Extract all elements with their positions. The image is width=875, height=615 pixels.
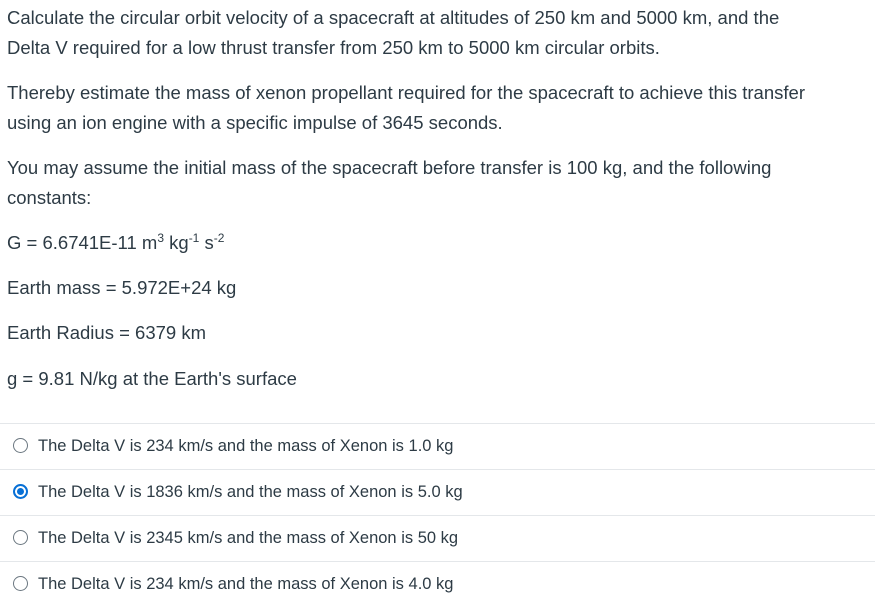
question-line: Thereby estimate the mass of xenon propellant required for the spacecraft to achieve this transfer: [7, 82, 805, 103]
question-paragraph-1: [7, 3, 867, 63]
constant-earth-mass: Earth mass = 5.972E+24 kg: [7, 277, 237, 298]
constant-g-prefix: G = 6.6741E-11 m: [7, 232, 158, 253]
m-exponent: 3: [157, 231, 164, 245]
question-line: You may assume the initial mass of the spacecraft before transfer is 100 kg, and the following: [7, 157, 772, 178]
answer-list: [0, 423, 875, 607]
answer-label: The Delta V is 2345 km/s and the mass of Xenon is 50 kg: [38, 529, 459, 547]
answer-label: The Delta V is 1836 km/s and the mass of Xenon is 5.0 kg: [38, 483, 463, 501]
question-line: Calculate the circular orbit velocity of a spacecraft at altitudes of 250 km and 5000 km, and the: [7, 7, 780, 28]
radio-button[interactable]: [13, 438, 28, 453]
question-line: Delta V required for a low thrust transfer from 250 km to 5000 km circular orbits.: [7, 37, 660, 58]
constant-surface-gravity: g = 9.81 N/kg at the Earth's surface: [7, 368, 297, 389]
radio-button[interactable]: [13, 484, 28, 499]
answer-option-3[interactable]: [0, 515, 875, 561]
answer-label: The Delta V is 234 km/s and the mass of Xenon is 1.0 kg: [38, 437, 454, 455]
kg-exponent: -1: [188, 231, 200, 245]
constant-g-kg: kg: [164, 232, 189, 253]
question-paragraph-3: [7, 153, 867, 213]
answer-option-1[interactable]: [0, 423, 875, 469]
question-paragraph-2: [7, 78, 867, 138]
answer-option-2[interactable]: [0, 469, 875, 515]
radio-button[interactable]: [13, 530, 28, 545]
constant-gravitational: [7, 228, 867, 258]
s-exponent: -2: [213, 231, 225, 245]
radio-button[interactable]: [13, 576, 28, 591]
question-line: constants:: [7, 187, 92, 208]
question-line: using an ion engine with a specific impulse of 3645 seconds.: [7, 112, 503, 133]
constant-g-s: s: [199, 232, 214, 253]
answer-option-4[interactable]: [0, 561, 875, 607]
constant-earth-radius: Earth Radius = 6379 km: [7, 322, 206, 343]
answer-label: The Delta V is 234 km/s and the mass of Xenon is 4.0 kg: [38, 575, 454, 593]
